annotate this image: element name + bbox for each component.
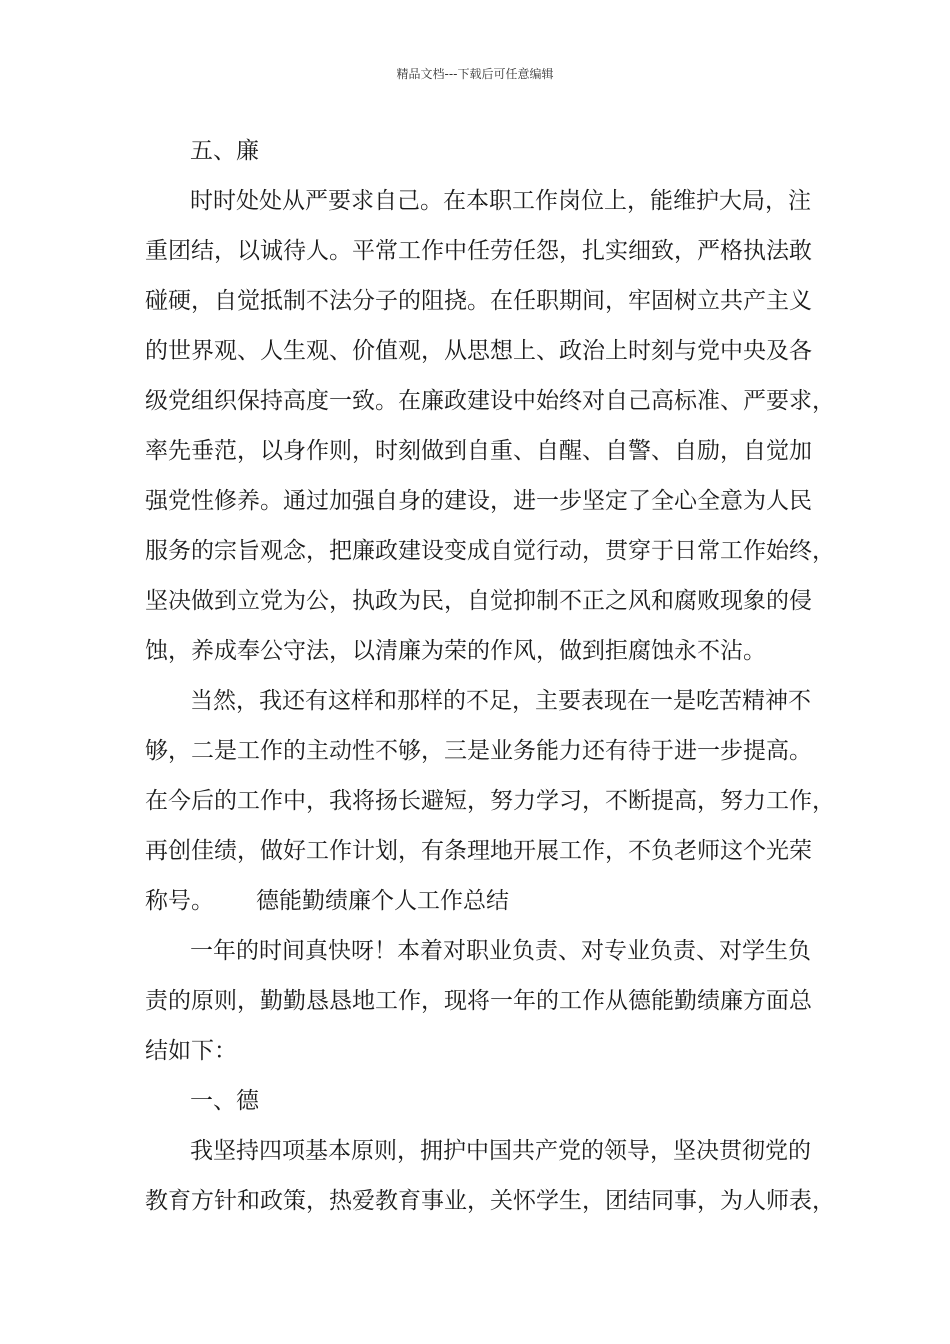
text-line: 在今后的工作中，我将扬长避短，努力学习，不断提高，努力工作， [145, 788, 835, 814]
text-line: 蚀，养成奉公守法，以清廉为荣的作风，做到拒腐蚀永不沾。 [145, 638, 766, 664]
document-title: 德能勤绩廉个人工作总结 [256, 888, 509, 914]
text-line: 坚决做到立党为公，执政为民，自觉抑制不正之风和腐败现象的侵 [145, 588, 812, 614]
text-line: 我坚持四项基本原则，拥护中国共产党的领导，坚决贯彻党的 [190, 1138, 811, 1164]
text-line: 一年的时间真快呀！本着对职业负责、对专业负责、对学生负 [190, 938, 811, 964]
text-line: 当然，我还有这样和那样的不足，主要表现在一是吃苦精神不 [190, 688, 811, 714]
text-line: 一、德 [190, 1088, 259, 1114]
page-header: 精品文档---下载后可任意编辑 [396, 67, 554, 81]
text-line: 率先垂范，以身作则，时刻做到自重、自醒、自警、自励，自觉加 [145, 438, 812, 464]
text-line: 服务的宗旨观念，把廉政建设变成自觉行动，贯穿于日常工作始终， [145, 538, 835, 564]
text-line: 级党组织保持高度一致。在廉政建设中始终对自己高标准、严要求， [145, 388, 835, 414]
text-line: 结如下： [145, 1038, 237, 1064]
text-line: 称号。 [145, 888, 214, 914]
text-line: 碰硬，自觉抵制不法分子的阻挠。在任职期间，牢固树立共产主义 [145, 288, 812, 314]
text-line: 强党性修养。通过加强自身的建设，进一步坚定了全心全意为人民 [145, 488, 812, 514]
text-line: 时时处处从严要求自己。在本职工作岗位上，能维护大局，注 [190, 188, 811, 214]
text-line: 五、廉 [190, 138, 259, 164]
text-line: 责的原则，勤勤恳恳地工作，现将一年的工作从德能勤绩廉方面总 [145, 988, 812, 1014]
text-line: 的世界观、人生观、价值观，从思想上、政治上时刻与党中央及各 [145, 338, 812, 364]
text-line: 重团结，以诚待人。平常工作中任劳任怨，扎实细致，严格执法敢 [145, 238, 812, 264]
text-line: 够，二是工作的主动性不够，三是业务能力还有待于进一步提高。 [145, 738, 812, 764]
text-line: 再创佳绩，做好工作计划，有条理地开展工作，不负老师这个光荣 [145, 838, 812, 864]
text-line: 教育方针和政策，热爱教育事业，关怀学生，团结同事，为人师表， [145, 1188, 835, 1214]
